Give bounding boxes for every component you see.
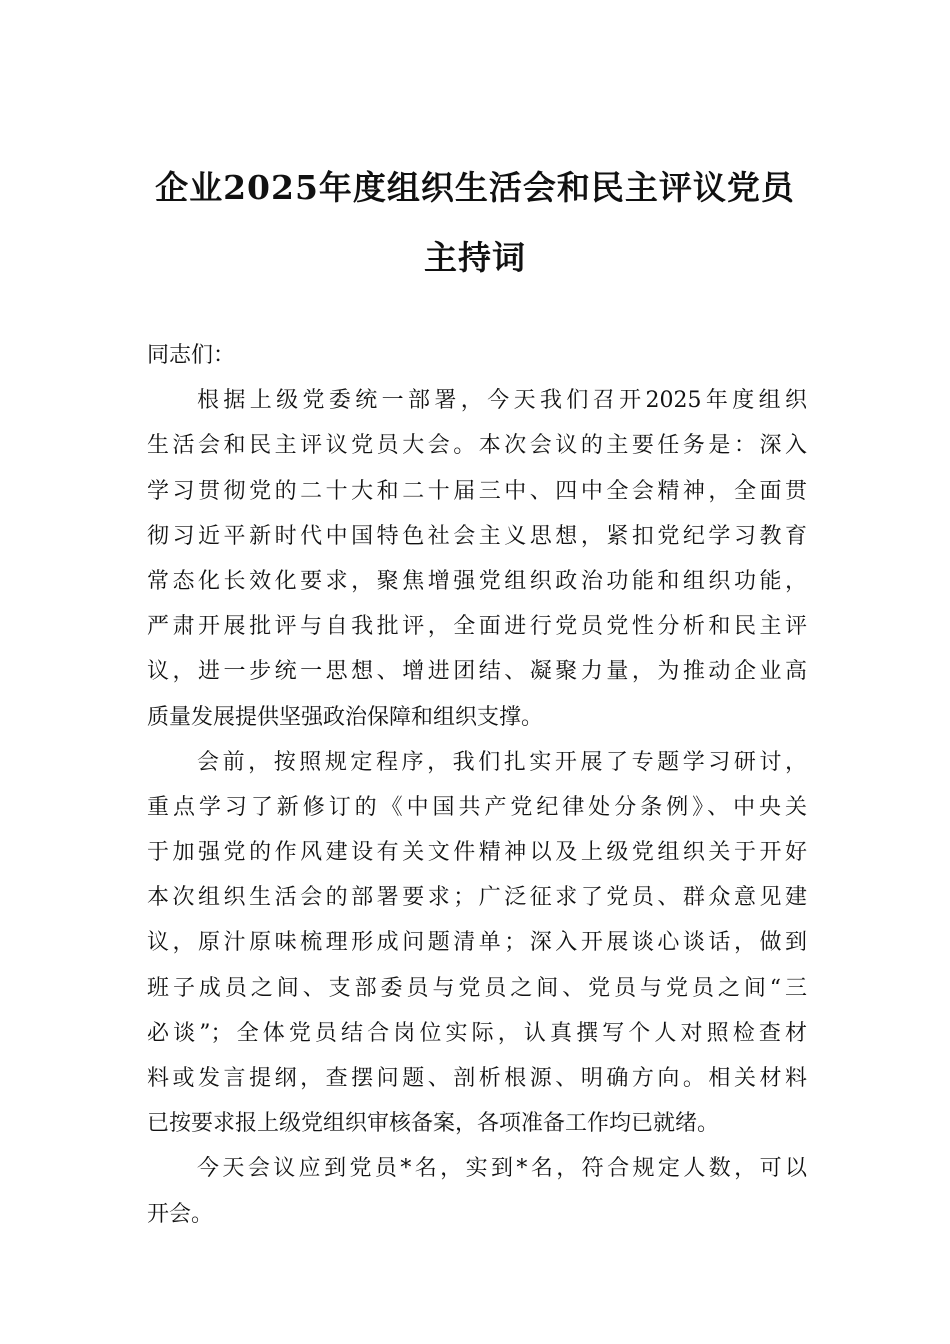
paragraph-line: 议，进一步统一思想、增进团结、凝聚力量，为推动企业高	[147, 659, 807, 685]
paragraph-line: 本次组织生活会的部署要求；广泛征求了党员、群众意见建	[147, 885, 807, 911]
paragraph-line: 议，原汁原味梳理形成问题清单；深入开展谈心谈话，做到	[147, 930, 807, 956]
paragraph-line: 彻习近平新时代中国特色社会主义思想，紧扣党纪学习教育	[147, 523, 807, 549]
paragraphs	[147, 378, 807, 1237]
salutation: 同志们：	[147, 343, 236, 368]
paragraph-line: 重点学习了新修订的《中国共产党纪律处分条例》、中央关	[147, 794, 807, 820]
paragraph-line: 于加强党的作风建设有关文件精神以及上级党组织关于开好	[147, 840, 807, 866]
document-body	[147, 333, 807, 1237]
document-title-line-1: 企业2025年度组织生活会和民主评议党员	[155, 168, 795, 207]
paragraph	[147, 1146, 807, 1236]
paragraph-line: 根据上级党委统一部署，今天我们召开2025年度组织	[197, 388, 807, 414]
paragraph-line: 必谈”；全体党员结合岗位实际，认真撰写个人对照检查材	[147, 1020, 807, 1046]
paragraph-line: 学习贯彻党的二十大和二十届三中、四中全会精神，全面贯	[147, 478, 807, 504]
document-title-line-2: 主持词	[424, 238, 526, 277]
paragraph-line: 生活会和民主评议党员大会。本次会议的主要任务是：深入	[147, 433, 807, 459]
paragraph	[147, 740, 807, 1147]
paragraph-line: 开会。	[147, 1201, 214, 1227]
paragraph-line: 今天会议应到党员*名，实到*名，符合规定人数，可以	[197, 1156, 807, 1182]
paragraph-line: 料或发言提纲，查摆问题、剖析根源、明确方向。相关材料	[147, 1066, 807, 1091]
paragraph-line: 质量发展提供坚强政治保障和组织支撑。	[147, 704, 544, 730]
paragraph-line: 会前，按照规定程序，我们扎实开展了专题学习研讨，	[197, 749, 807, 775]
paragraph-line: 已按要求报上级党组织审核备案，各项准备工作均已就绪。	[147, 1111, 720, 1137]
paragraph-line: 严肃开展批评与自我批评，全面进行党员党性分析和民主评	[147, 614, 807, 640]
paragraph-line: 班子成员之间、支部委员与党员之间、党员与党员之间“三	[147, 975, 807, 1001]
paragraph-line: 常态化长效化要求，聚焦增强党组织政治功能和组织功能，	[147, 568, 807, 594]
paragraph	[147, 378, 807, 740]
